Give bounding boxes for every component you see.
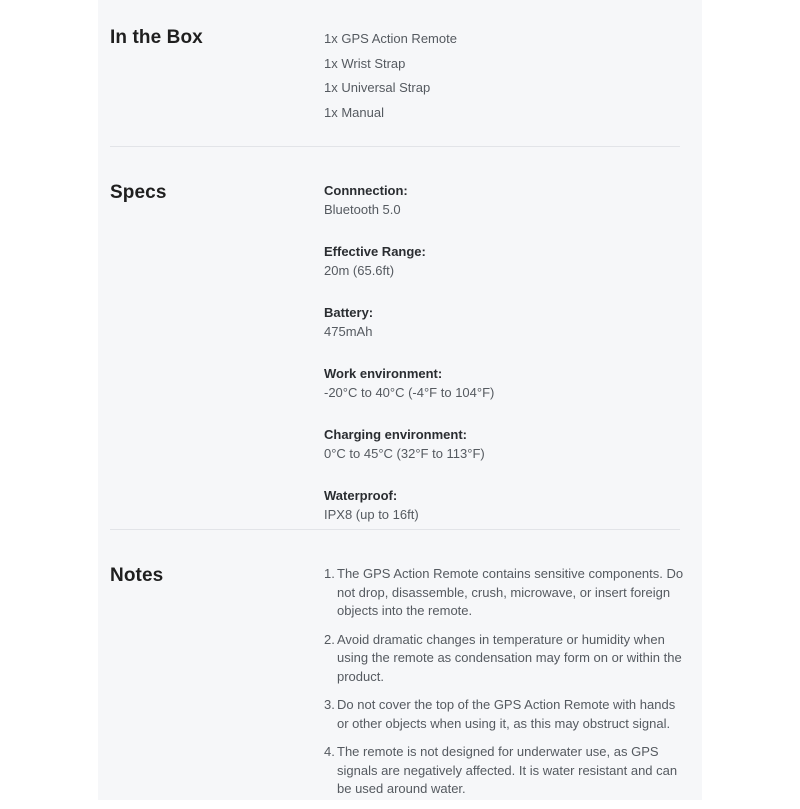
- spec-label: Charging environment:: [324, 427, 468, 442]
- note-text: Avoid dramatic changes in temperature or humidity when using the remote as condensation may form on or within the product.: [337, 631, 682, 684]
- divider-box-specs: [110, 146, 680, 147]
- note-number: 2.: [324, 631, 335, 647]
- box-item-wrist-strap: 1x Wrist Strap: [324, 55, 406, 71]
- spec-value: Bluetooth 5.0: [324, 202, 401, 217]
- note-text: The GPS Action Remote contains sensitive components. Do not drop, disassemble, crush, microwave, or insert foreign objects into the remote.: [337, 566, 684, 618]
- specs-title: Specs: [110, 182, 167, 203]
- note-item: [324, 565, 686, 621]
- spec-label: Waterproof:: [324, 488, 398, 503]
- spec-charging-environment: [324, 426, 684, 463]
- note-number: 3.: [324, 697, 335, 712]
- box-item-manual: 1x Manual: [324, 104, 384, 120]
- spec-value: 20m (65.6ft): [324, 263, 395, 278]
- in-the-box-title: In the Box: [110, 27, 203, 48]
- notes-list: [324, 565, 686, 799]
- spec-effective-range: [324, 243, 684, 280]
- spec-value: -20°C to 40°C (-4°F to 104°F): [324, 385, 495, 400]
- note-number: 1.: [324, 566, 335, 581]
- note-text: Do not cover the top of the GPS Action Remote with hands or other objects when using it, as this may obstruct signal.: [337, 697, 676, 731]
- spec-connection: [324, 182, 684, 219]
- note-item: [324, 696, 686, 733]
- spec-battery: [324, 304, 684, 341]
- spec-waterproof: [324, 487, 684, 524]
- note-text: The remote is not designed for underwater use, as GPS signals are negatively affected. It is water resistant and can be used around water.: [337, 744, 678, 796]
- specs-body: [324, 182, 684, 548]
- spec-value: IPX8 (up to 16ft): [324, 507, 419, 522]
- notes-body: [324, 565, 684, 809]
- box-item-universal-strap: 1x Universal Strap: [324, 80, 431, 95]
- spec-label: Work environment:: [324, 366, 443, 381]
- in-the-box-body: [324, 27, 684, 125]
- note-number: 4.: [324, 744, 335, 759]
- spec-label: Connnection:: [324, 183, 408, 198]
- spec-label: Effective Range:: [324, 244, 426, 259]
- spec-label: Battery:: [324, 305, 374, 320]
- notes-title: Notes: [110, 565, 164, 586]
- divider-specs-notes: [110, 529, 680, 530]
- spec-value: 0°C to 45°C (32°F to 113°F): [324, 446, 485, 461]
- product-details-panel: [98, 0, 702, 800]
- note-item: [324, 631, 686, 687]
- box-item-remote: 1x GPS Action Remote: [324, 31, 457, 46]
- in-the-box-list: [324, 27, 684, 125]
- note-item: [324, 743, 686, 799]
- spec-work-environment: [324, 365, 684, 402]
- spec-value: 475mAh: [324, 324, 373, 339]
